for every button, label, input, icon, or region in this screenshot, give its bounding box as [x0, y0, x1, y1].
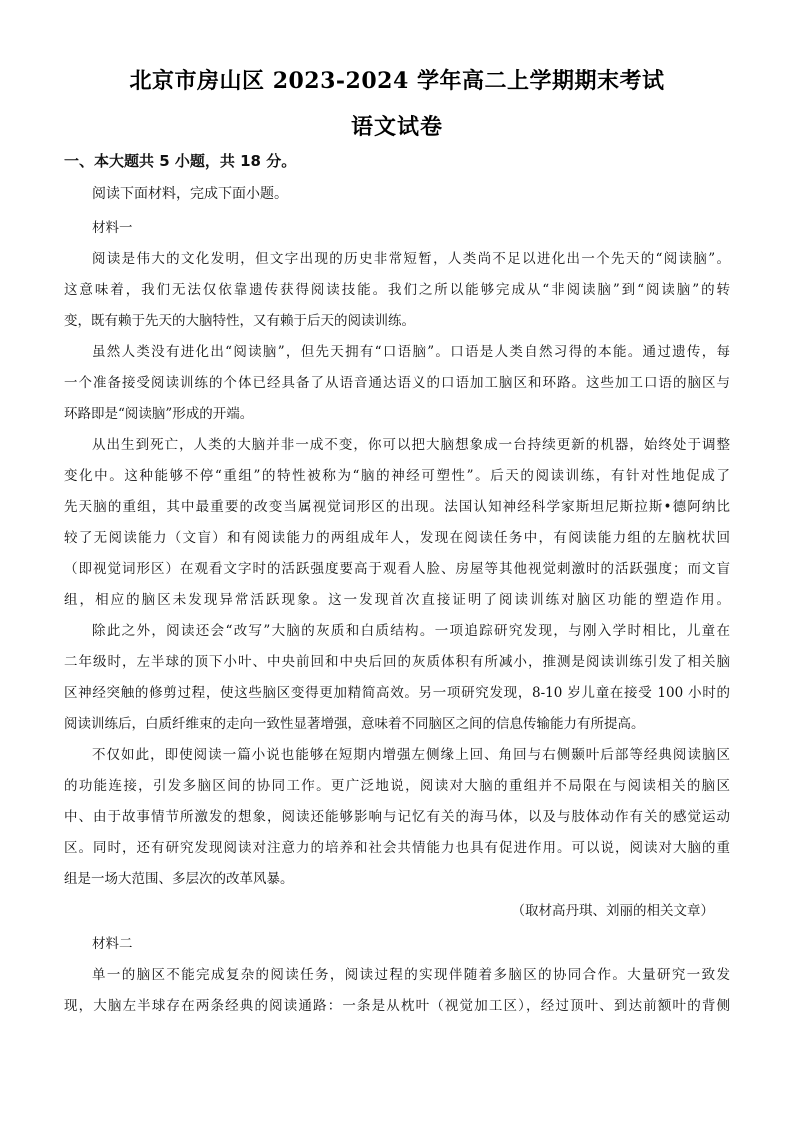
text-line: （即视觉词形区）在观看文字时的活跃强度要高于观看人脸、房屋等其他视觉刺激时的活跃强度；而文盲	[64, 561, 730, 577]
text-line: 区。同时，还有研究发现阅读对注意力的培养和社会共情能力也具有促进作用。可以说，阅读对大脑的重	[64, 840, 730, 856]
text-line: 中、由于故事情节所激发的想象，阅读还能够影响与记忆有关的海马体，以及与肢体动作有关的感觉运动	[64, 809, 730, 825]
exam-title: 北京市房山区 2023-2024 学年高二上学期期末考试	[129, 68, 665, 94]
text-line: 一个准备接受阅读训练的个体已经具备了从语音通达语义的口语加工脑区和环路。这些加工口语的脑区与	[64, 375, 730, 391]
material-two-label: 材料二	[92, 936, 133, 952]
text-line: 阅读训练后，白质纤维束的走向一致性显著增强，意味着不同脑区之间的信息传输能力有所提高。	[64, 716, 645, 732]
text-line: 环路即是“阅读脑”形成的开端。	[64, 406, 254, 422]
text-line: 从出生到死亡，人类的大脑并非一成不变，你可以把大脑想象成一台持续更新的机器，始终处于调整	[92, 437, 730, 453]
text-line: 不仅如此，即使阅读一篇小说也能够在短期内增强左侧缘上回、角回与右侧颞叶后部等经典阅读脑区	[92, 747, 730, 763]
text-line: 的功能连接，引发多脑区间的协同工作。更广泛地说，阅读对大脑的重组并不局限在与阅读相关的脑区	[64, 778, 730, 794]
text-line: 虽然人类没有进化出“阅读脑”，但先天拥有“口语脑”。口语是人类自然习得的本能。通过遗传，每	[92, 344, 730, 360]
text-line: 这意味着，我们无法仅依靠遗传获得阅读技能。我们之所以能够完成从“非阅读脑”到“阅读脑”的转	[64, 282, 730, 298]
text-line: 阅读是伟大的文化发明，但文字出现的历史非常短暂，人类尚不足以进化出一个先天的“阅读脑”。	[92, 251, 730, 267]
text-line: 组，相应的脑区未发现异常活跃现象。这一发现首次直接证明了阅读训练对脑区功能的塑造作用。	[64, 592, 730, 608]
text-line: 区神经突触的修剪过程，使这些脑区变得更加精简高效。另一项研究发现，8-10 岁儿童在接受 100 小时的	[64, 685, 730, 701]
material-one-label: 材料一	[92, 220, 133, 236]
section-heading: 一、本大题共 5 小题，共 18 分。	[64, 152, 297, 170]
text-line: 组是一场大范围、多层次的改革风暴。	[64, 871, 294, 887]
text-line: 较了无阅读能力（文盲）和有阅读能力的两组成年人，发现在阅读任务中，有阅读能力组的左脑枕状回	[64, 530, 730, 546]
text-line: 现，大脑左半球存在两条经典的阅读通路：一条是从枕叶（视觉加工区），经过顶叶、到达前额叶的背侧	[64, 998, 730, 1014]
exam-subtitle: 语文试卷	[350, 114, 443, 140]
material-one-source: （取材高丹琪、刘丽的相关文章）	[511, 903, 714, 919]
text-line: 除此之外，阅读还会“改写”大脑的灰质和白质结构。一项追踪研究发现，与刚入学时相比，儿童在	[92, 623, 730, 639]
text-line: 单一的脑区不能完成复杂的阅读任务，阅读过程的实现伴随着多脑区的协同合作。大量研究一致发	[92, 967, 730, 983]
section-instruction: 阅读下面材料，完成下面小题。	[92, 186, 288, 202]
text-line: 先天脑的重组，其中最重要的改变当属视觉词形区的出现。法国认知神经科学家斯坦尼斯拉斯•德阿纳比	[64, 499, 730, 515]
text-line: 二年级时，左半球的顶下小叶、中央前回和中央后回的灰质体积有所减小，推测是阅读训练引发了相关脑	[64, 654, 730, 670]
text-line: 变化中。这种能够不停“重组”的特性被称为“脑的神经可塑性”。后天的阅读训练，有针对性地促成了	[64, 468, 730, 484]
text-line: 变，既有赖于先天的大脑特性，又有赖于后天的阅读训练。	[64, 313, 415, 329]
